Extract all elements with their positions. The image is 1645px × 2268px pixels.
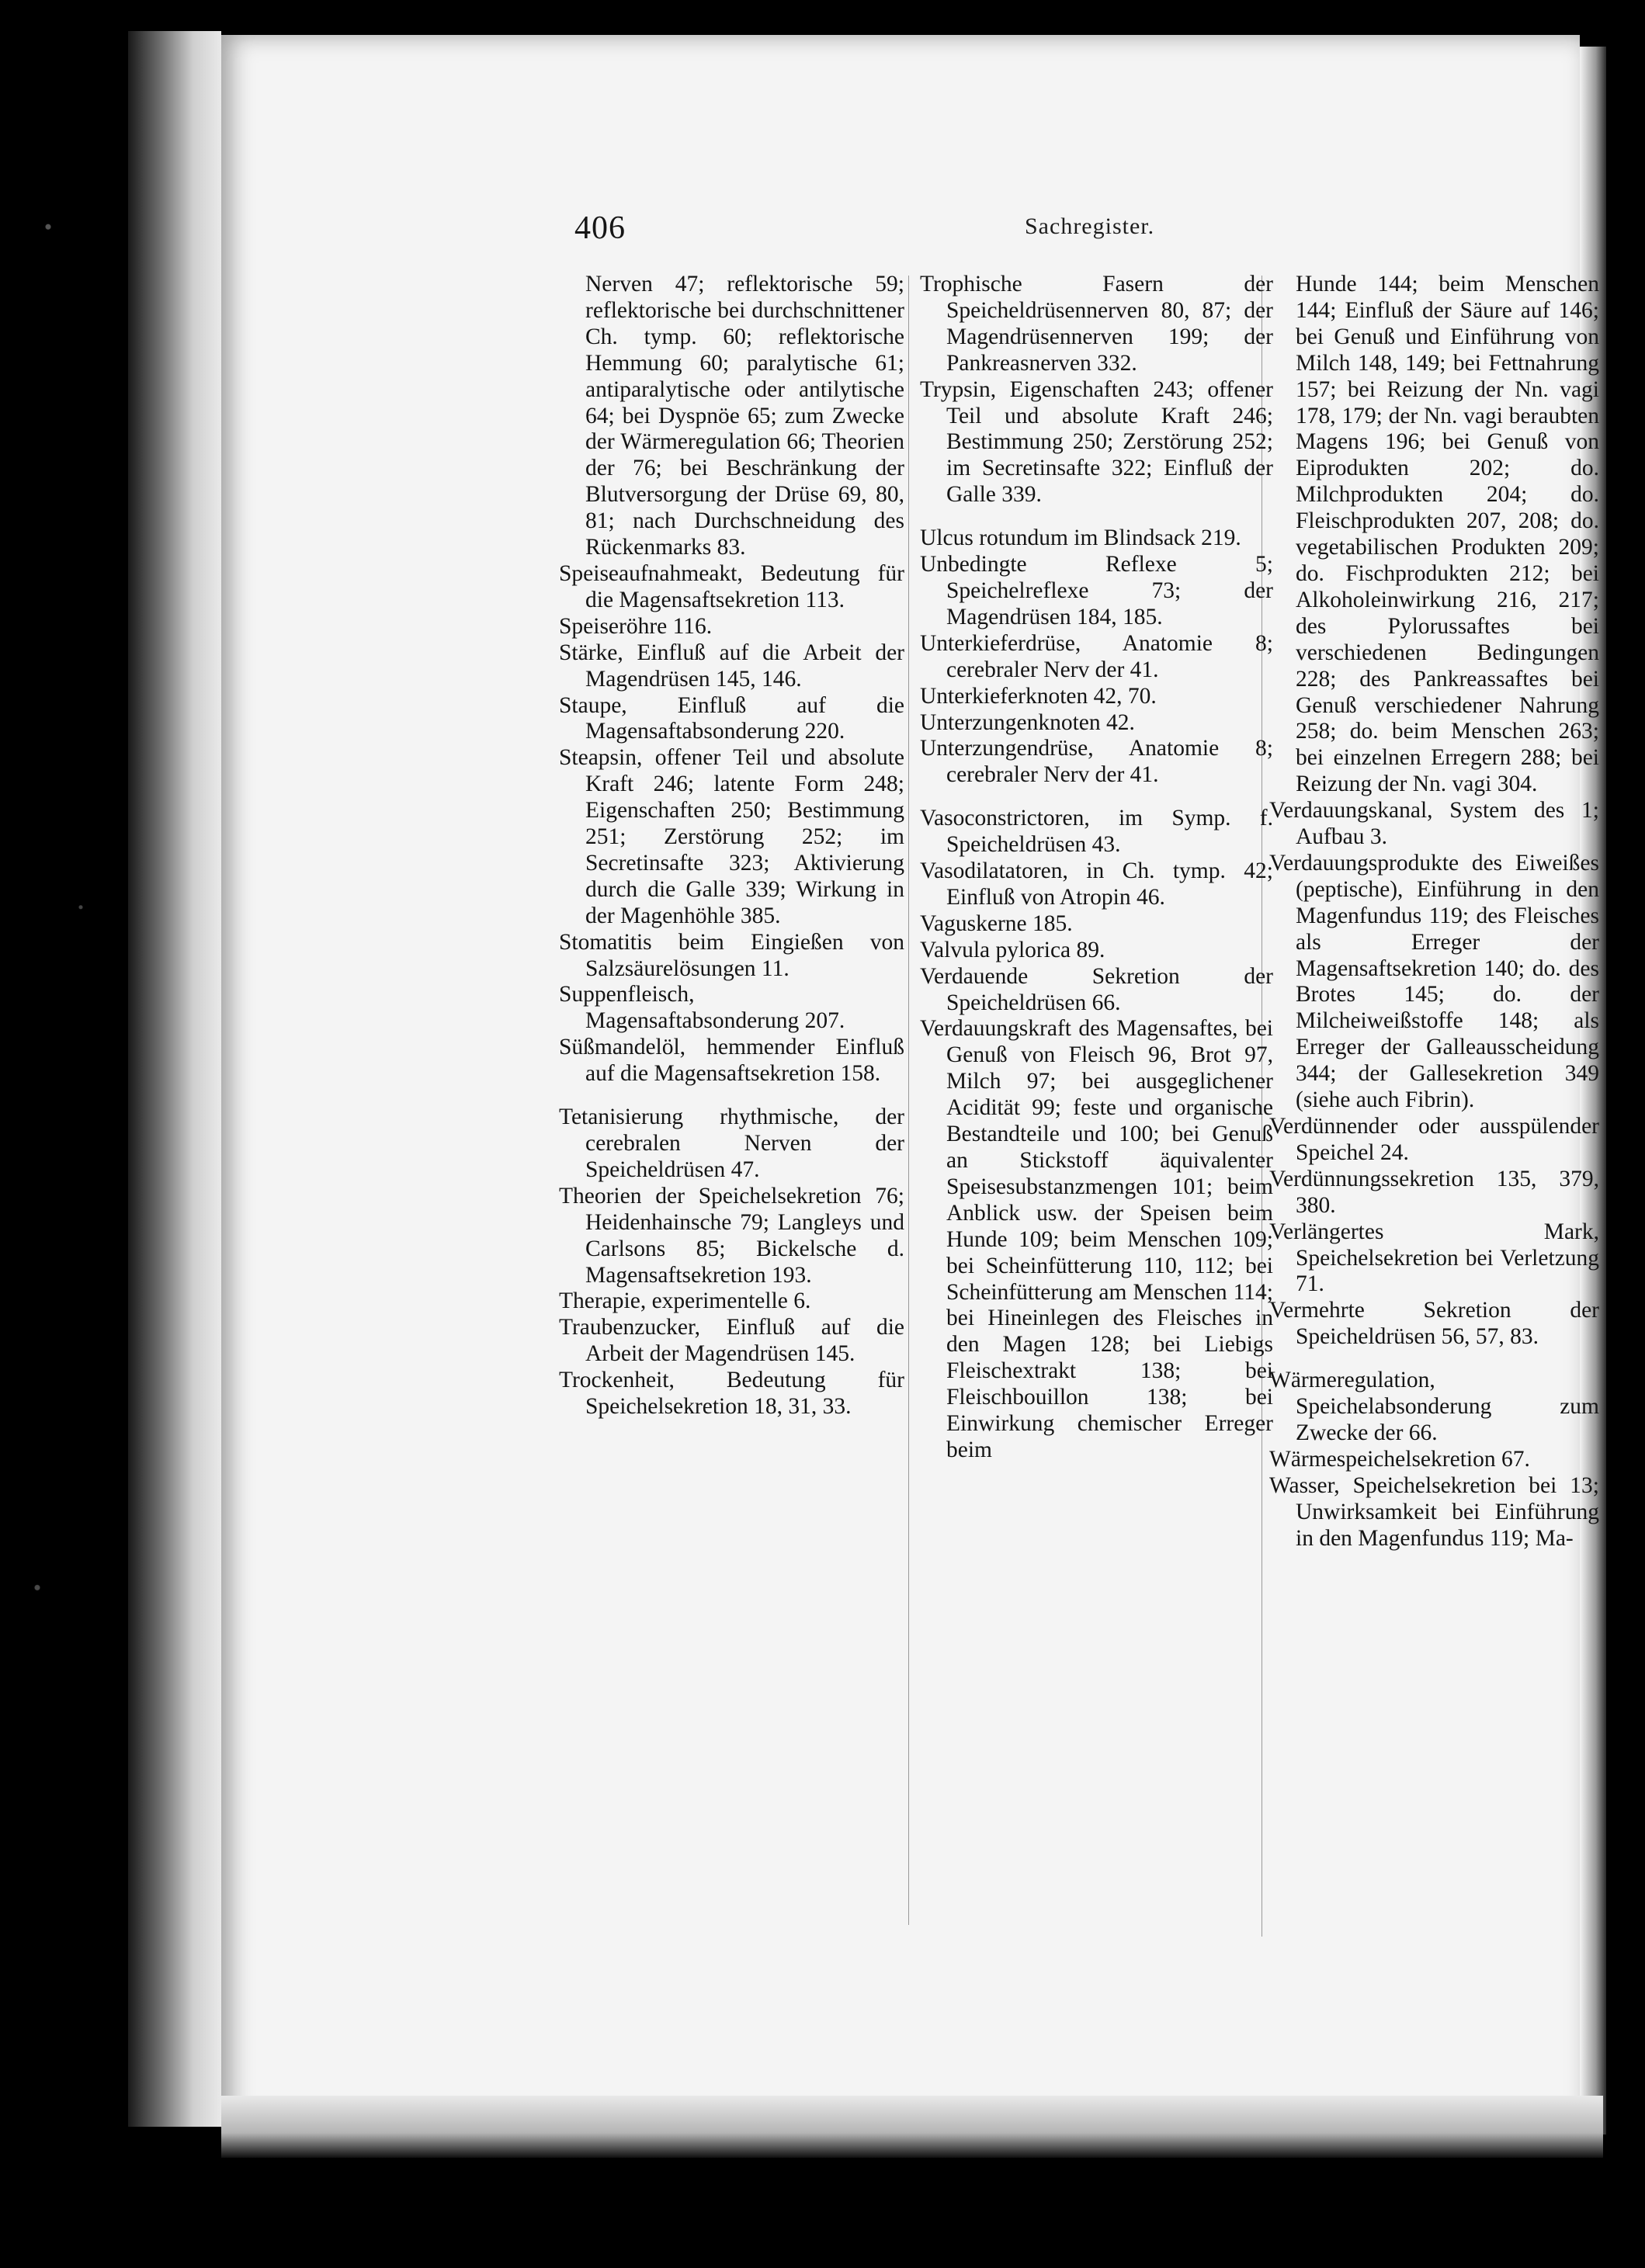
index-entry: Wärmespeichelsekretion 67.: [1269, 1446, 1530, 1472]
index-entry: Suppenfleisch, Magensaftabsonderung 207.: [559, 982, 845, 1034]
index-entry: Vasodilatatoren, in Ch. tymp. 42; Einfluß von Atropin 46.: [920, 858, 1273, 910]
index-entry: Verdauende Sekretion der Speicheldrüsen 66.: [920, 963, 1273, 1015]
index-column-3: [1269, 272, 1599, 1552]
index-entry: Valvula pylorica 89.: [920, 937, 1105, 962]
index-entry: Unterzungendrüse, Anatomie 8; cerebraler Nerv der 41.: [920, 736, 1273, 788]
index-entry: Verdünnender oder ausspülender Speichel 24.: [1269, 1114, 1599, 1165]
page-number: 406: [574, 210, 626, 246]
index-entry: Vaguskerne 185.: [920, 910, 1073, 936]
index-entry: Trypsin, Eigenschaften 243; offener Teil und absolute Kraft 246; Bestimmung 250; Zerstörung 252; im Secretinsafte 322; Einfluß der Galle 339.: [920, 376, 1273, 508]
index-entry: Vasoconstrictoren, im Symp. f. Speicheldrüsen 43.: [920, 806, 1273, 858]
book-page-edge-bottom: [221, 2096, 1603, 2158]
index-entry: Trophische Fasern der Speicheldrüsennerven 80, 87; der Magendrüsennerven 199; der Pankreasnerven 332.: [920, 272, 1273, 376]
index-entry: Therapie, experimentelle 6.: [559, 1288, 811, 1314]
book-page-edge-left: [128, 31, 221, 2127]
index-entry: Trockenheit, Bedeutung für Speichelsekretion 18, 31, 33.: [559, 1368, 904, 1420]
index-entry: Speiseaufnahmeakt, Bedeutung für die Magensaftsekretion 113.: [559, 560, 904, 612]
index-entry: Unterkieferknoten 42, 70.: [920, 683, 1157, 709]
index-entry: Hunde 144; beim Menschen 144; Einfluß der Säure auf 146; bei Genuß und Einführung von Milch 148, 149; bei Fettnahrung 157; bei Reizung der Nn. vagi 178, 179; der Nn. vagi beraubten Magens 196; bei Genuß von Eiprodukten 202; do. Milchprodukten 204; do. Fleischprodukten 207, 208; do. vegetabilischen Produkten 209; do. Fischprodukten 212; bei Alkoholeinwirkung 216, 217; des Pylorussaftes bei verschiedenen Bedingungen 228; des Pankreassaftes bei Genuß verschiedener Nahrung 258; do. beim Menschen 263; bei einzelnen Erregern 288; bei Reizung der Nn. vagi 304.: [1296, 272, 1599, 797]
index-entry: Vermehrte Sekretion der Speicheldrüsen 56, 57, 83.: [1269, 1298, 1599, 1350]
index-entry: Unterkieferdrüse, Anatomie 8; cerebraler Nerv der 41.: [920, 630, 1273, 682]
index-entry: Verdauungskraft des Magensaftes, bei Genuß von Fleisch 96, Brot 97, Milch 97; bei ausgeglichener Acidität 99; feste und organische Bestandteile und 100; bei Genuß an Stickstoff äquivalenter Speisesubstanzmengen 101; beim Anblick usw. der Speisen beim Hunde 109; beim Menschen 109; bei Scheinfütterung 110, 112; bei Scheinfütterung am Menschen 114; bei Hineinlegen des Fleisches in den Magen 128; bei Liebigs Fleischextrakt 138; bei Fleischbouillon 138; bei Einwirkung chemischer Erreger beim: [920, 1016, 1273, 1462]
index-entry: Stärke, Einfluß auf die Arbeit der Magendrüsen 145, 146.: [559, 640, 904, 692]
index-entry: Speiseröhre 116.: [559, 613, 713, 639]
index-entry: Unterzungenknoten 42.: [920, 709, 1135, 735]
index-entry: Verdünnungssekretion 135, 379, 380.: [1269, 1166, 1599, 1218]
index-entry: Staupe, Einfluß auf die Magensaftabsonderung 220.: [559, 692, 904, 744]
index-entry: Theorien der Speichelsekretion 76; Heidenhainsche 79; Langleys und Carlsons 85; Bickelsche d. Magensaftsekretion 193.: [559, 1183, 904, 1288]
index-entry: Traubenzucker, Einfluß auf die Arbeit der Magendrüsen 145.: [559, 1315, 904, 1367]
index-entry: Steapsin, offener Teil und absolute Kraft 246; latente Form 248; Eigenschaften 250; Bestimmung 251; Zerstörung 252; im Secretinsafte 323; Aktivierung durch die Galle 339; Wirkung in der Magenhöhle 385.: [559, 745, 904, 928]
index-entry: Verdauungsprodukte des Eiweißes (peptische), Einführung in den Magenfundus 119; des Fleisches als Erreger der Magensaftsekretion 140; do. des Brotes 145; do. der Milcheiweißstoffe 148; als Erreger der Galleausscheidung 344; der Gallesekretion 349 (siehe auch Fibrin).: [1269, 850, 1599, 1113]
index-entry: Unbedingte Reflexe 5; Speichelreflexe 73; der Magendrüsen 184, 185.: [920, 552, 1273, 629]
column-divider: [908, 276, 909, 1925]
index-entry: Wärmeregulation, Speichelabsonderung zum Zwecke der 66.: [1269, 1368, 1599, 1445]
index-entry: Wasser, Speichelsekretion bei 13; Unwirksamkeit bei Einführung in den Magenfundus 119; Ma-: [1269, 1472, 1599, 1551]
index-entry: Tetanisierung rhythmische, der cerebralen Nerven der Speicheldrüsen 47.: [559, 1105, 904, 1182]
index-column-2: [920, 272, 1273, 1464]
index-entry: Verdauungskanal, System des 1; Aufbau 3.: [1269, 798, 1599, 850]
index-entry: Stomatitis beim Eingießen von Salzsäurelösungen 11.: [559, 929, 904, 981]
index-entry: Verlängertes Mark, Speichelsekretion bei Verletzung 71.: [1269, 1219, 1599, 1297]
running-head: Sachregister.: [1025, 213, 1155, 239]
scan-background: [16, 0, 124, 2268]
index-entry: Süßmandelöl, hemmender Einfluß auf die Magensaftsekretion 158.: [559, 1035, 904, 1087]
index-entry: Nerven 47; reflektorische 59; reflektorische bei durchschnittener Ch. tymp. 60; reflektorische Hemmung 60; paralytische 61; antiparalytische oder antilytische 64; bei Dyspnöe 65; zum Zwecke der Wärmeregulation 66; Theorien der 76; bei Beschränkung der Blutversorgung der Drüse 69, 80, 81; nach Durchschneidung des Rückenmarks 83.: [585, 272, 904, 560]
index-entry: Ulcus rotundum im Blindsack 219.: [920, 525, 1241, 551]
index-column-1: [559, 272, 904, 1420]
